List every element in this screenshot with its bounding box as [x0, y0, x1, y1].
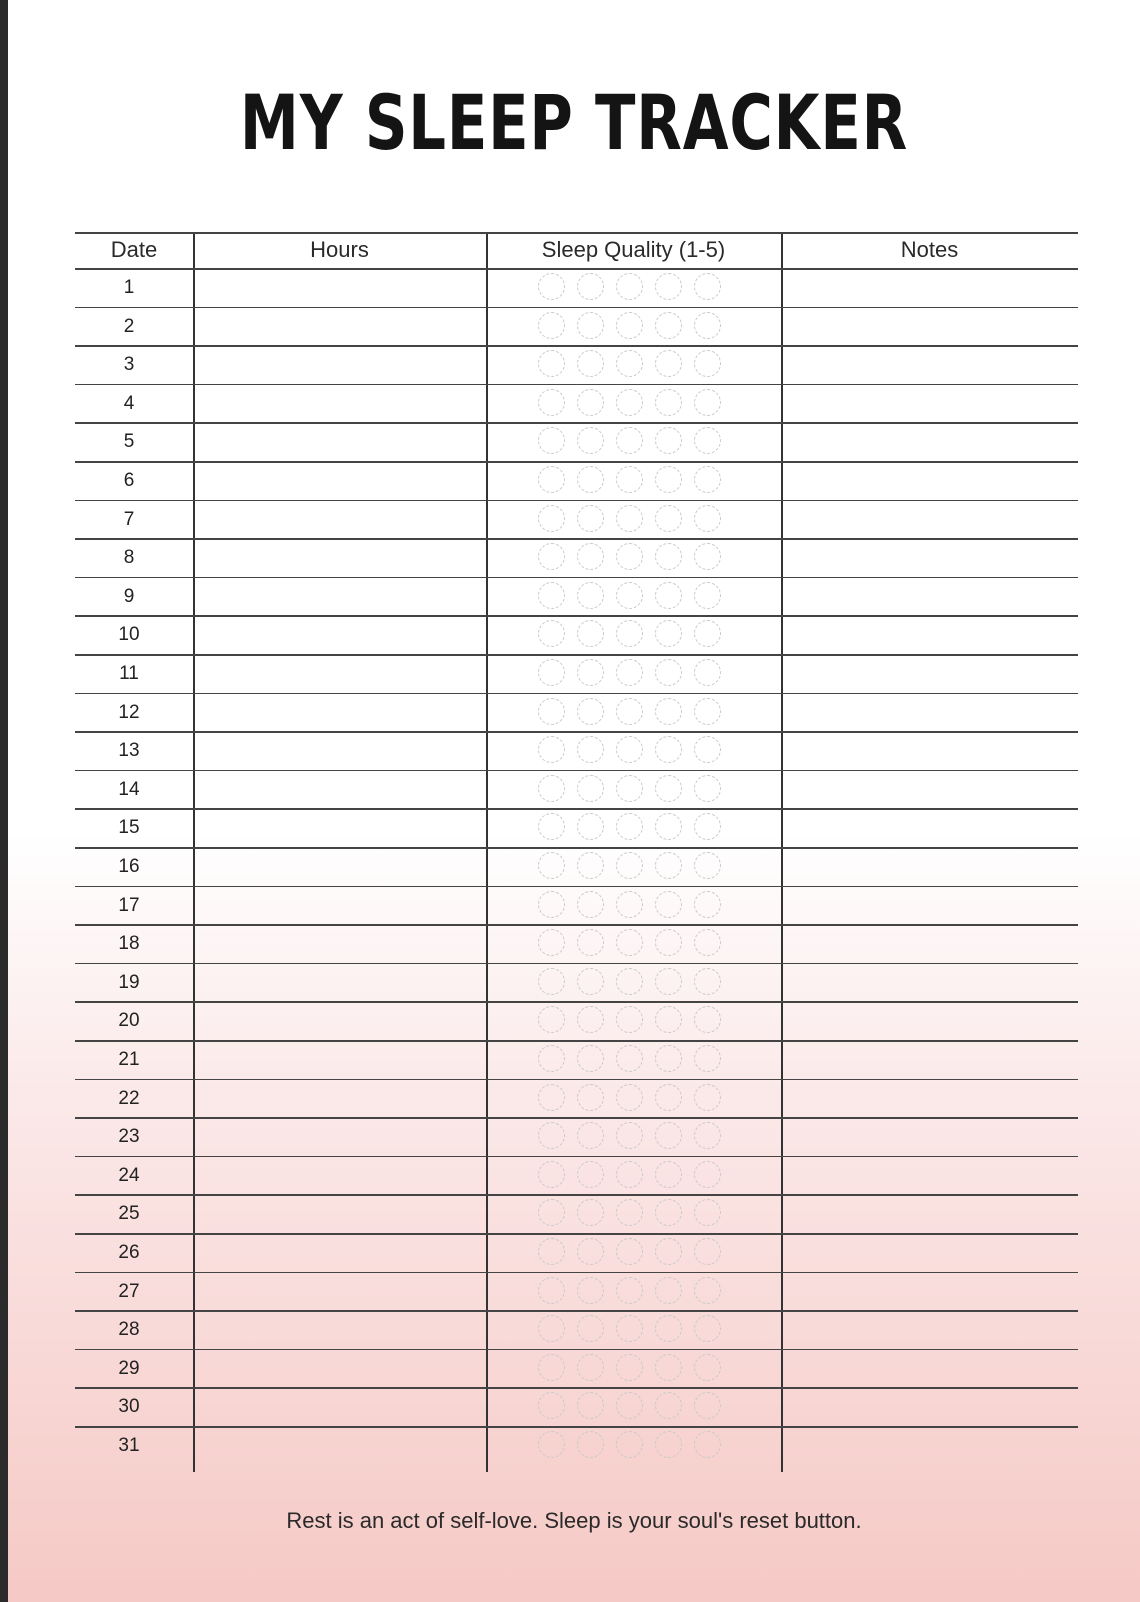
quality-circle[interactable] [577, 582, 604, 609]
quality-circle[interactable] [538, 582, 565, 609]
quality-circle[interactable] [616, 813, 643, 840]
day-number: 3 [123, 354, 135, 376]
hours-cell[interactable] [195, 1427, 485, 1464]
quality-circle[interactable] [694, 582, 721, 609]
quality-rating [538, 389, 738, 419]
day-number: 26 [118, 1242, 140, 1263]
quality-circle[interactable] [616, 1161, 643, 1188]
quality-circle[interactable] [538, 312, 565, 339]
quality-circle[interactable] [616, 312, 643, 339]
quality-circle[interactable] [655, 505, 682, 532]
day-number: 4 [123, 392, 135, 414]
quality-circle[interactable] [577, 1045, 604, 1072]
quality-circle[interactable] [694, 1277, 721, 1304]
sleep-tracker-table [75, 232, 1078, 1472]
quality-circle[interactable] [616, 775, 643, 802]
quality-circle[interactable] [655, 620, 682, 647]
quality-circle[interactable] [694, 1199, 721, 1226]
notes-cell[interactable] [783, 1234, 1078, 1271]
quality-circle[interactable] [694, 775, 721, 802]
quality-circle[interactable] [538, 1392, 565, 1419]
quality-circle[interactable] [616, 543, 643, 570]
hours-cell[interactable] [195, 1311, 485, 1348]
quality-rating [538, 505, 738, 535]
notes-cell[interactable] [783, 1157, 1078, 1194]
footer-quote: Rest is an act of self-love. Sleep is your soul's reset button. [286, 1508, 862, 1533]
quality-circle[interactable] [655, 427, 682, 454]
quality-circle[interactable] [616, 1199, 643, 1226]
header-hours: Hours [310, 237, 369, 262]
quality-circle[interactable] [655, 659, 682, 686]
quality-circle[interactable] [694, 736, 721, 763]
day-number: 8 [123, 547, 135, 569]
hours-cell[interactable] [195, 616, 485, 653]
notes-cell[interactable] [783, 616, 1078, 653]
notes-cell[interactable] [783, 539, 1078, 576]
quality-rating [538, 775, 738, 805]
notes-cell[interactable] [783, 423, 1078, 460]
notes-cell[interactable] [783, 1427, 1078, 1464]
table-top-rule [75, 232, 1078, 234]
quality-circle[interactable] [538, 1084, 565, 1111]
header-rule [75, 268, 1078, 270]
quality-circle[interactable] [616, 350, 643, 377]
quality-circle[interactable] [694, 698, 721, 725]
quality-circle[interactable] [577, 698, 604, 725]
quality-circle[interactable] [655, 1354, 682, 1381]
hours-cell[interactable] [195, 1041, 485, 1078]
quality-circle[interactable] [616, 1084, 643, 1111]
quality-circle[interactable] [538, 1354, 565, 1381]
quality-circle[interactable] [694, 1238, 721, 1265]
quality-circle[interactable] [694, 427, 721, 454]
quality-circle[interactable] [577, 813, 604, 840]
quality-circle[interactable] [538, 852, 565, 879]
quality-circle[interactable] [694, 929, 721, 956]
page-title: MY SLEEP TRACKER [239, 78, 909, 167]
hours-cell[interactable] [195, 1080, 485, 1117]
notes-cell[interactable] [783, 1273, 1078, 1310]
quality-circle[interactable] [577, 1006, 604, 1033]
day-number: 30 [118, 1396, 140, 1418]
quality-circle[interactable] [694, 968, 721, 995]
quality-rating [538, 1277, 738, 1307]
notes-cell[interactable] [783, 308, 1078, 345]
day-number: 23 [118, 1126, 140, 1148]
day-number: 1 [123, 277, 135, 298]
day-number: 29 [118, 1357, 140, 1379]
notes-cell[interactable] [783, 462, 1078, 499]
quality-circle[interactable] [694, 505, 721, 532]
day-number: 13 [118, 740, 140, 762]
notes-cell[interactable] [783, 1311, 1078, 1348]
quality-circle[interactable] [655, 350, 682, 377]
hours-cell[interactable] [195, 385, 485, 422]
quality-circle[interactable] [538, 427, 565, 454]
quality-rating [538, 813, 738, 843]
quality-circle[interactable] [538, 505, 565, 532]
quality-circle[interactable] [538, 775, 565, 802]
quality-rating [538, 852, 738, 882]
quality-circle[interactable] [655, 543, 682, 570]
hours-cell[interactable] [195, 655, 485, 692]
quality-circle[interactable] [577, 273, 604, 300]
quality-rating [538, 582, 738, 612]
quality-circle[interactable] [616, 891, 643, 918]
quality-circle[interactable] [616, 1122, 643, 1149]
quality-circle[interactable] [538, 736, 565, 763]
notes-cell[interactable] [783, 655, 1078, 692]
notes-cell[interactable] [783, 1118, 1078, 1155]
quality-circle[interactable] [538, 1006, 565, 1033]
quality-circle[interactable] [616, 929, 643, 956]
quality-circle[interactable] [577, 389, 604, 416]
notes-cell[interactable] [783, 1388, 1078, 1425]
quality-circle[interactable] [538, 1238, 565, 1265]
quality-circle[interactable] [538, 466, 565, 493]
quality-rating [538, 1199, 738, 1229]
quality-circle[interactable] [577, 1161, 604, 1188]
hours-cell[interactable] [195, 732, 485, 769]
quality-circle[interactable] [538, 1161, 565, 1188]
quality-circle[interactable] [694, 891, 721, 918]
hours-cell[interactable] [195, 578, 485, 615]
hours-cell[interactable] [195, 809, 485, 846]
quality-rating [538, 1045, 738, 1075]
hours-cell[interactable] [195, 964, 485, 1001]
notes-cell[interactable] [783, 1080, 1078, 1117]
quality-circle[interactable] [616, 1277, 643, 1304]
quality-circle[interactable] [538, 929, 565, 956]
hours-cell[interactable] [195, 1002, 485, 1039]
hours-cell[interactable] [195, 462, 485, 499]
notes-cell[interactable] [783, 732, 1078, 769]
notes-cell[interactable] [783, 501, 1078, 538]
quality-circle[interactable] [577, 968, 604, 995]
quality-circle[interactable] [577, 1122, 604, 1149]
quality-circle[interactable] [538, 813, 565, 840]
quality-circle[interactable] [538, 1315, 565, 1342]
day-number: 22 [118, 1087, 140, 1109]
hours-cell[interactable] [195, 1273, 485, 1310]
quality-rating [538, 273, 738, 303]
quality-rating [538, 1354, 738, 1384]
quality-circle[interactable] [616, 582, 643, 609]
quality-circle[interactable] [577, 543, 604, 570]
notes-cell[interactable] [783, 1041, 1078, 1078]
day-number: 27 [118, 1280, 140, 1302]
quality-circle[interactable] [694, 1354, 721, 1381]
header-sleep-quality: Sleep Quality (1-5) [541, 237, 726, 262]
quality-circle[interactable] [538, 968, 565, 995]
day-number: 31 [118, 1435, 140, 1456]
day-number: 21 [118, 1049, 140, 1070]
notes-cell[interactable] [783, 771, 1078, 808]
notes-cell[interactable] [783, 385, 1078, 422]
day-number: 11 [119, 663, 139, 684]
quality-circle[interactable] [577, 1238, 604, 1265]
quality-rating [538, 312, 738, 342]
day-number: 6 [123, 470, 135, 491]
quality-circle[interactable] [616, 698, 643, 725]
hours-cell[interactable] [195, 887, 485, 924]
quality-rating [538, 968, 738, 998]
hours-cell[interactable] [195, 308, 485, 345]
quality-circle[interactable] [577, 852, 604, 879]
quality-rating [538, 427, 738, 457]
quality-circle[interactable] [655, 968, 682, 995]
quality-circle[interactable] [577, 505, 604, 532]
quality-circle[interactable] [655, 736, 682, 763]
hours-cell[interactable] [195, 269, 485, 306]
day-number: 24 [118, 1164, 140, 1186]
day-number: 28 [118, 1319, 140, 1341]
quality-circle[interactable] [577, 1354, 604, 1381]
quality-circle[interactable] [655, 389, 682, 416]
quality-circle[interactable] [538, 891, 565, 918]
quality-circle[interactable] [694, 659, 721, 686]
hours-cell[interactable] [195, 1350, 485, 1387]
quality-rating [538, 736, 738, 766]
quality-circle[interactable] [694, 1392, 721, 1419]
quality-circle[interactable] [616, 968, 643, 995]
day-number: 10 [118, 624, 140, 646]
quality-circle[interactable] [655, 1199, 682, 1226]
quality-circle[interactable] [538, 1199, 565, 1226]
quality-circle[interactable] [577, 427, 604, 454]
quality-circle[interactable] [577, 1431, 604, 1458]
quality-circle[interactable] [655, 273, 682, 300]
hours-cell[interactable] [195, 1157, 485, 1194]
notes-cell[interactable] [783, 809, 1078, 846]
quality-circle[interactable] [577, 466, 604, 493]
hours-cell[interactable] [195, 848, 485, 885]
quality-circle[interactable] [577, 736, 604, 763]
quality-circle[interactable] [655, 1392, 682, 1419]
day-number: 18 [118, 933, 140, 955]
notes-cell[interactable] [783, 346, 1078, 383]
quality-circle[interactable] [577, 1392, 604, 1419]
quality-circle[interactable] [655, 813, 682, 840]
quality-circle[interactable] [694, 389, 721, 416]
quality-circle[interactable] [694, 1431, 721, 1458]
hours-cell[interactable] [195, 1195, 485, 1232]
day-number: 19 [118, 971, 140, 993]
quality-circle[interactable] [616, 620, 643, 647]
quality-circle[interactable] [577, 891, 604, 918]
quality-circle[interactable] [694, 1161, 721, 1188]
notes-cell[interactable] [783, 925, 1078, 962]
quality-circle[interactable] [694, 852, 721, 879]
quality-rating [538, 1238, 738, 1268]
quality-circle[interactable] [577, 1084, 604, 1111]
quality-circle[interactable] [616, 1315, 643, 1342]
quality-circle[interactable] [694, 1084, 721, 1111]
quality-circle[interactable] [616, 1045, 643, 1072]
quality-circle[interactable] [655, 891, 682, 918]
quality-circle[interactable] [655, 1084, 682, 1111]
day-number: 5 [123, 431, 135, 453]
quality-circle[interactable] [538, 350, 565, 377]
hours-cell[interactable] [195, 501, 485, 538]
quality-circle[interactable] [694, 312, 721, 339]
quality-circle[interactable] [655, 582, 682, 609]
hours-cell[interactable] [195, 423, 485, 460]
quality-circle[interactable] [616, 852, 643, 879]
quality-circle[interactable] [577, 775, 604, 802]
quality-rating [538, 698, 738, 728]
notes-cell[interactable] [783, 269, 1078, 306]
quality-circle[interactable] [694, 813, 721, 840]
quality-circle[interactable] [694, 1315, 721, 1342]
quality-circle[interactable] [538, 1122, 565, 1149]
quality-circle[interactable] [694, 1122, 721, 1149]
hours-cell[interactable] [195, 1234, 485, 1271]
quality-circle[interactable] [616, 466, 643, 493]
quality-circle[interactable] [655, 1238, 682, 1265]
quality-circle[interactable] [577, 312, 604, 339]
quality-circle[interactable] [655, 929, 682, 956]
quality-circle[interactable] [616, 1392, 643, 1419]
quality-circle[interactable] [616, 389, 643, 416]
notes-cell[interactable] [783, 578, 1078, 615]
quality-circle[interactable] [655, 1315, 682, 1342]
quality-rating [538, 659, 738, 689]
quality-circle[interactable] [616, 1431, 643, 1458]
quality-circle[interactable] [694, 1045, 721, 1072]
quality-circle[interactable] [655, 1045, 682, 1072]
quality-circle[interactable] [655, 1161, 682, 1188]
quality-circle[interactable] [616, 427, 643, 454]
quality-rating [538, 1006, 738, 1036]
quality-rating [538, 891, 738, 921]
quality-circle[interactable] [577, 659, 604, 686]
quality-circle[interactable] [616, 736, 643, 763]
hours-cell[interactable] [195, 346, 485, 383]
quality-rating [538, 1084, 738, 1114]
day-number: 17 [118, 894, 140, 916]
quality-circle[interactable] [694, 466, 721, 493]
day-number: 16 [118, 856, 140, 877]
quality-circle[interactable] [655, 775, 682, 802]
hours-cell[interactable] [195, 925, 485, 962]
day-number: 7 [123, 508, 135, 530]
day-number: 12 [118, 701, 140, 723]
quality-circle[interactable] [577, 1277, 604, 1304]
day-number: 14 [118, 778, 140, 800]
notes-cell[interactable] [783, 1195, 1078, 1232]
quality-rating [538, 929, 738, 959]
quality-circle[interactable] [655, 1122, 682, 1149]
quality-rating [538, 350, 738, 380]
notes-cell[interactable] [783, 964, 1078, 1001]
quality-circle[interactable] [655, 698, 682, 725]
quality-circle[interactable] [538, 273, 565, 300]
hours-cell[interactable] [195, 1388, 485, 1425]
header-date: Date [110, 237, 158, 262]
quality-circle[interactable] [538, 1431, 565, 1458]
quality-circle[interactable] [538, 389, 565, 416]
quality-circle[interactable] [538, 1045, 565, 1072]
quality-circle[interactable] [616, 1238, 643, 1265]
quality-circle[interactable] [655, 852, 682, 879]
quality-rating [538, 466, 738, 496]
quality-circle[interactable] [577, 1199, 604, 1226]
quality-rating [538, 620, 738, 650]
quality-rating [538, 1161, 738, 1191]
quality-circle[interactable] [538, 620, 565, 647]
hours-cell[interactable] [195, 1118, 485, 1155]
notes-cell[interactable] [783, 848, 1078, 885]
hours-cell[interactable] [195, 539, 485, 576]
quality-circle[interactable] [538, 1277, 565, 1304]
quality-circle[interactable] [616, 659, 643, 686]
notes-cell[interactable] [783, 1002, 1078, 1039]
quality-rating [538, 1431, 738, 1461]
day-number: 9 [123, 585, 135, 607]
quality-circle[interactable] [694, 543, 721, 570]
quality-rating [538, 1315, 738, 1345]
notes-cell[interactable] [783, 887, 1078, 924]
day-number: 20 [118, 1010, 140, 1032]
quality-circle[interactable] [694, 350, 721, 377]
quality-circle[interactable] [655, 1277, 682, 1304]
quality-circle[interactable] [577, 1315, 604, 1342]
quality-circle[interactable] [538, 698, 565, 725]
day-number: 25 [118, 1203, 140, 1225]
notes-cell[interactable] [783, 694, 1078, 731]
quality-circle[interactable] [616, 1006, 643, 1033]
quality-circle[interactable] [616, 1354, 643, 1381]
quality-circle[interactable] [694, 273, 721, 300]
column-divider-hours [486, 232, 488, 1472]
quality-circle[interactable] [577, 620, 604, 647]
quality-rating [538, 1122, 738, 1152]
quality-circle[interactable] [655, 312, 682, 339]
quality-rating [538, 1392, 738, 1422]
hours-cell[interactable] [195, 694, 485, 731]
notes-cell[interactable] [783, 1350, 1078, 1387]
hours-cell[interactable] [195, 771, 485, 808]
quality-circle[interactable] [577, 350, 604, 377]
quality-circle[interactable] [616, 505, 643, 532]
quality-circle[interactable] [655, 466, 682, 493]
quality-circle[interactable] [616, 273, 643, 300]
quality-circle[interactable] [694, 620, 721, 647]
day-number: 2 [123, 315, 135, 337]
planner-page [8, 0, 1140, 1602]
quality-circle[interactable] [538, 659, 565, 686]
quality-circle[interactable] [577, 929, 604, 956]
quality-circle[interactable] [694, 1006, 721, 1033]
quality-circle[interactable] [538, 543, 565, 570]
quality-circle[interactable] [655, 1006, 682, 1033]
quality-rating [538, 543, 738, 573]
day-number: 15 [118, 817, 140, 839]
quality-circle[interactable] [655, 1431, 682, 1458]
header-notes: Notes [900, 237, 959, 262]
